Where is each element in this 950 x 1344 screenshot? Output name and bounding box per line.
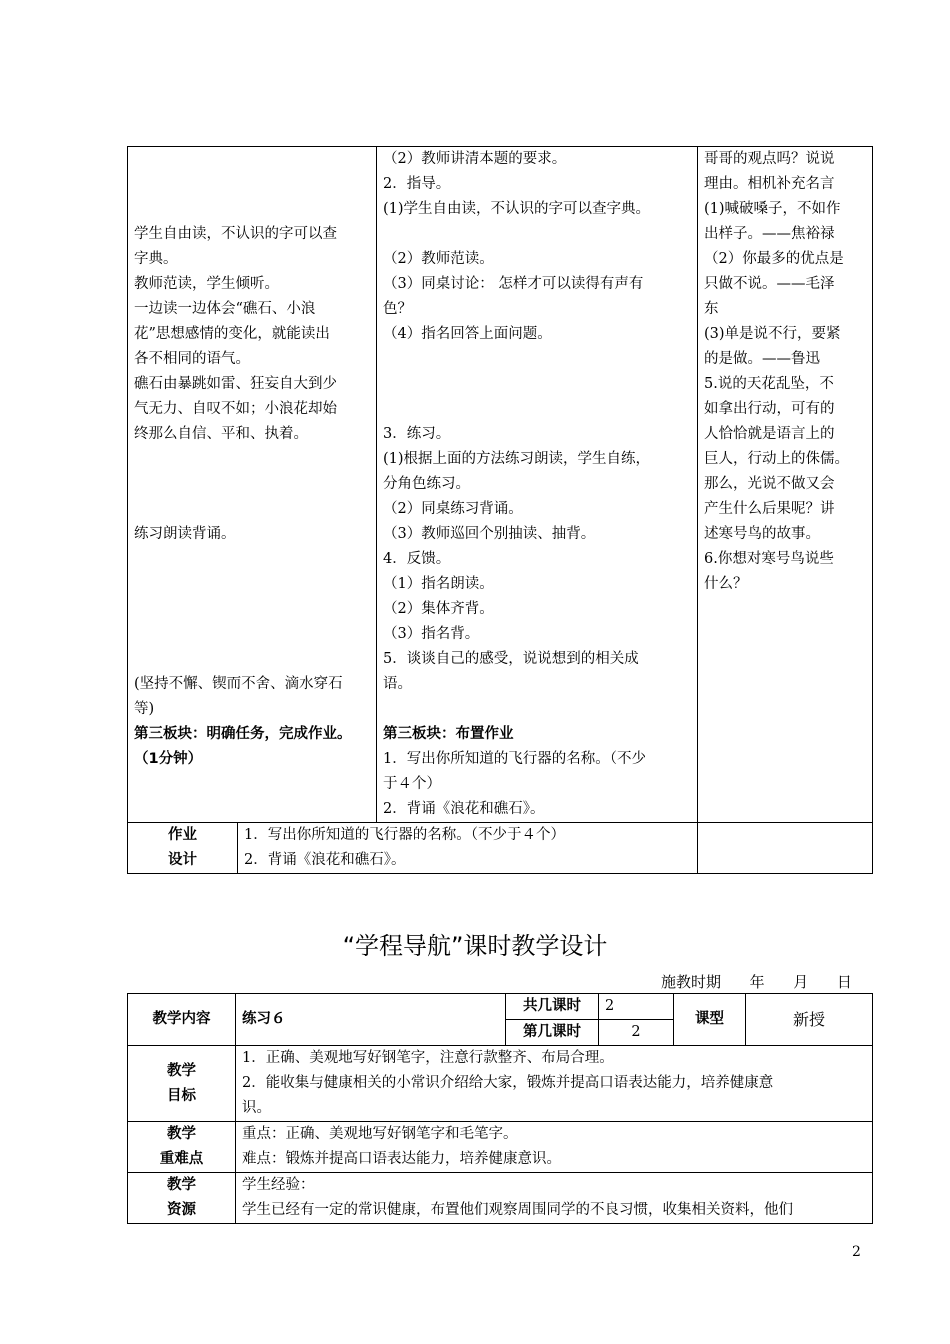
- text-line: 产生什么后果呢？讲: [704, 501, 835, 517]
- text-line: [134, 497, 370, 522]
- total-periods-label: 共几课时: [506, 994, 599, 1020]
- text-line: 色？: [383, 301, 412, 317]
- text-line: 4．反馈。: [383, 551, 451, 567]
- which-period-value: 2: [599, 1020, 674, 1046]
- text-line: 的是做。——鲁迅: [704, 351, 820, 367]
- notes-cell: [698, 147, 873, 823]
- text-line: 2．指导。: [383, 176, 451, 192]
- text-line: [134, 547, 370, 572]
- lesson-plan-table: [127, 993, 873, 1224]
- text-line: 巨人，行动上的侏儒。: [704, 451, 849, 467]
- text-line: [134, 197, 370, 222]
- date-line: 施教时期 年 月 日: [661, 973, 852, 991]
- text-line: 哥哥的观点吗？说说: [704, 151, 835, 167]
- text-line: [134, 647, 370, 672]
- text-line: （2）集体齐背。: [383, 601, 494, 617]
- text-line: （4）指名回答上面问题。: [383, 326, 552, 342]
- lesson-activity-table: [127, 146, 873, 874]
- text-line: 第三板块：明确任务，完成作业。: [134, 726, 352, 742]
- content-label: 教学内容: [128, 994, 236, 1046]
- activity-row: [128, 147, 873, 823]
- text-line: （2）教师讲清本题的要求。: [383, 151, 567, 167]
- goals-row: [128, 1046, 873, 1122]
- text-line: 理由。相机补充名言: [704, 176, 835, 192]
- key-points-row: [128, 1122, 873, 1173]
- text-line: [383, 372, 691, 397]
- key-points-label: 教学 重难点: [128, 1122, 236, 1173]
- text-line: 如拿出行动，可有的: [704, 401, 835, 417]
- total-periods-value: 2: [599, 994, 674, 1020]
- page-number: 2: [852, 1244, 861, 1260]
- text-line: 1．写出你所知道的飞行器的名称。（不少: [383, 751, 646, 767]
- text-line: （2）你最多的优点是: [704, 251, 844, 267]
- text-line: 学生自由读，不认识的字可以查: [134, 226, 337, 242]
- text-line: 等): [134, 701, 155, 717]
- content-value: 练习６: [236, 994, 506, 1046]
- text-line: 花”思想感情的变化，就能读出: [134, 326, 330, 342]
- which-period-label: 第几课时: [506, 1020, 599, 1046]
- homework-empty-cell: [698, 823, 873, 874]
- text-line: [383, 347, 691, 372]
- text-line: 出样子。——焦裕禄: [704, 226, 835, 242]
- homework-content: 1．写出你所知道的飞行器的名称。（不少于４个） 2．背诵《浪花和礁石》。: [238, 823, 698, 874]
- text-line: 2．背诵《浪花和礁石》。: [383, 801, 545, 817]
- text-line: 3．练习。: [383, 426, 451, 442]
- text-line: 东: [704, 301, 719, 317]
- text-line: 于４个）: [383, 776, 441, 792]
- text-line: [383, 697, 691, 722]
- text-line: 练习朗读背诵。: [134, 526, 236, 542]
- text-line: 语。: [383, 676, 412, 692]
- lesson-type-value: 新授: [746, 994, 873, 1046]
- text-line: （1）指名朗读。: [383, 576, 494, 592]
- text-line: [134, 172, 370, 197]
- text-line: 礁石由暴跳如雷、狂妄自大到少: [134, 376, 337, 392]
- resources-row: [128, 1173, 873, 1224]
- text-line: [134, 572, 370, 597]
- text-line: （2）教师范读。: [383, 251, 494, 267]
- teacher-activity-cell: [377, 147, 698, 823]
- text-line: [383, 222, 691, 247]
- homework-label: 作业 设计: [128, 823, 238, 874]
- text-line: [134, 597, 370, 622]
- text-line: 只做不说。——毛泽: [704, 276, 835, 292]
- text-line: （2）同桌练习背诵。: [383, 501, 523, 517]
- text-line: 5.说的天花乱坠，不: [704, 376, 834, 392]
- key-points-content: 重点：正确、美观地写好钢笔字和毛笔字。 难点：锻炼并提高口语表达能力，培养健康意识。: [236, 1122, 873, 1173]
- text-line: [134, 472, 370, 497]
- text-line: 分角色练习。: [383, 476, 470, 492]
- text-line: [134, 622, 370, 647]
- text-line: 教师范读，学生倾听。: [134, 276, 279, 292]
- text-line: 那么，光说不做又会: [704, 476, 835, 492]
- text-line: 什么？: [704, 576, 748, 592]
- text-line: 字典。: [134, 251, 178, 267]
- goals-content: 1．正确、美观地写好钢笔字，注意行款整齐、布局合理。 2．能收集与健康相关的小常识介绍给大家，锻炼并提高口语表达能力，培养健康意 识。: [236, 1046, 873, 1122]
- resources-content: 学生经验： 学生已经有一定的常识健康，布置他们观察周围同学的不良习惯，收集相关资料，他们: [236, 1173, 873, 1224]
- text-line: (1)学生自由读，不认识的字可以查字典。: [383, 201, 651, 217]
- text-line: 述寒号鸟的故事。: [704, 526, 820, 542]
- text-line: 各不相同的语气。: [134, 351, 250, 367]
- text-line: (1)根据上面的方法练习朗读，学生自练，: [383, 451, 651, 467]
- text-line: (3)单是说不行，要紧: [704, 326, 841, 342]
- text-line: 5．谈谈自己的感受，说说想到的相关成: [383, 651, 639, 667]
- resources-label: 教学 资源: [128, 1173, 236, 1224]
- homework-row: [128, 823, 873, 874]
- lesson-type-label: 课型: [674, 994, 746, 1046]
- text-line: [383, 397, 691, 422]
- text-line: （3）教师巡回个别抽读、抽背。: [383, 526, 596, 542]
- text-line: (坚持不懈、锲而不舍、滴水穿石: [134, 676, 343, 692]
- goals-label: 教学 目标: [128, 1046, 236, 1122]
- text-line: （1分钟）: [134, 751, 203, 767]
- text-line: (1)喊破嗓子，不如作: [704, 201, 841, 217]
- text-line: 人恰恰就是语言上的: [704, 426, 835, 442]
- text-line: 6.你想对寒号鸟说些: [704, 551, 834, 567]
- student-activity-cell: [128, 147, 377, 823]
- page-title: “学程导航”课时教学设计: [342, 932, 608, 960]
- text-line: 气无力、自叹不如；小浪花却始: [134, 401, 337, 417]
- section-heading: 第三板块：布置作业: [383, 726, 514, 742]
- text-line: [134, 447, 370, 472]
- text-line: [134, 147, 370, 172]
- text-line: 一边读一边体会“礁石、小浪: [134, 301, 316, 317]
- text-line: （3）指名背。: [383, 626, 480, 642]
- text-line: 终那么自信、平和、执着。: [134, 426, 308, 442]
- content-row: [128, 994, 873, 1020]
- text-line: （3）同桌讨论： 怎样才可以读得有声有: [383, 276, 644, 292]
